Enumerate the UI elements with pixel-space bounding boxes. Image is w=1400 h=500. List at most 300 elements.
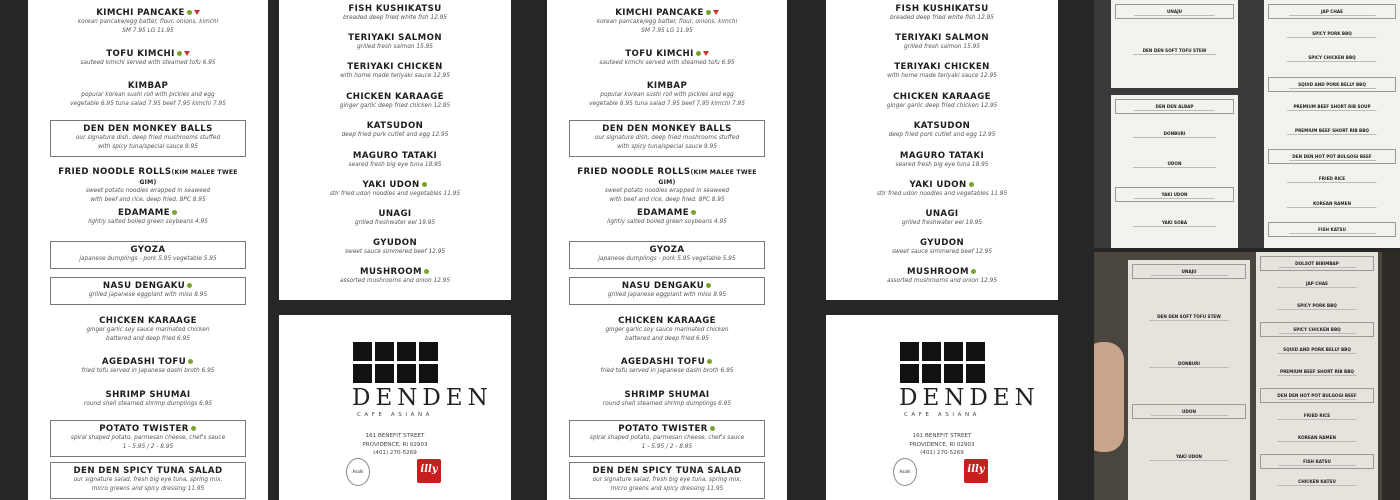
brand-name: DENDEN <box>899 385 1040 411</box>
menu-item-name: DEN DEN MONKEY BALLS <box>602 124 732 134</box>
menu-item-name: KIMCHI PANCAKE <box>50 8 246 18</box>
mini-menu-item-description-line <box>1268 60 1396 63</box>
mini-menu-item <box>1115 158 1234 169</box>
menu-item-description: seared fresh big eye tuna 18.95 <box>348 162 442 168</box>
menu-item-description: our signature dish, deep fried mushrooms stuffed <box>594 135 740 141</box>
appetizer-column-copy <box>569 0 765 500</box>
menu-item-description: round shell steamed shrimp dumplings 6.95 <box>83 401 213 407</box>
mini-menu-item-name: DEN DEN HOT POT BULGOGI BEEF <box>1277 393 1357 398</box>
menu-item-description: with spicy tuna/special sauce 9.95 <box>617 143 717 150</box>
mini-menu-item-name: DONBURI <box>1163 131 1186 137</box>
mini-menu-item-name: DONBURI <box>1178 360 1200 366</box>
mini-menu-item-description-line <box>1117 109 1232 112</box>
mini-menu-item-name: SPICY CHICKEN BBQ <box>1293 327 1341 332</box>
mini-menu-item-description-line <box>1270 159 1394 162</box>
spicy-icon <box>713 10 719 15</box>
menu-item-name: CHICKEN KARAAGE <box>346 92 444 102</box>
mini-menu-item <box>1268 222 1396 237</box>
menu-item-description: seared fresh big eye tuna 18.95 <box>895 162 989 168</box>
mini-menu-item <box>1260 300 1374 311</box>
menu-page-left-copy <box>547 0 787 500</box>
thumb-sheet-right <box>1264 0 1400 248</box>
address-phone: (401) 270-5269 <box>373 450 417 457</box>
menu-item <box>569 167 765 205</box>
menu-item-name: NASU DENGAKU <box>574 281 760 291</box>
menu-item-name: SHRIMP SHUMAI <box>105 390 191 400</box>
menu-item-description: grilled fresh salmon 15.95 <box>904 44 980 50</box>
menu-item <box>50 241 246 269</box>
mini-menu-item-name: SQUID AND PORK BELLY BBQ <box>1283 347 1351 352</box>
menu-item <box>569 8 765 36</box>
menu-item-name: MAGURO TATAKI <box>899 151 985 161</box>
mini-menu-item <box>1115 4 1234 19</box>
menu-item-description: spiral shaped potato, parmesan cheese, chef's sauce <box>589 435 745 441</box>
menu-item-name: TERIYAKI CHICKEN <box>894 62 990 72</box>
menu-item-description: ginger garlic deep fried chicken 12.95 <box>339 103 451 109</box>
vegetarian-icon <box>191 426 196 431</box>
menu-item <box>842 238 1042 257</box>
menu-item-description: our signature dish, deep fried mushrooms stuffed <box>75 135 221 141</box>
menu-item-name: GYUDON <box>919 238 965 248</box>
menu-item <box>569 462 765 499</box>
mini-menu-item <box>1260 432 1374 443</box>
menu-item-description: grilled fresh salmon 15.95 <box>357 44 433 50</box>
mini-menu-item-name: PREMIUM BEEF SHORT RIB SOUP <box>1293 103 1371 109</box>
mini-menu-item-description-line <box>1117 14 1232 17</box>
mini-menu-item-name: KOREAN RAMEN <box>1313 200 1351 206</box>
mini-menu-item <box>1268 198 1396 209</box>
mini-menu-item <box>1268 101 1396 112</box>
menu-item <box>842 151 1042 170</box>
thumb-sheet-left-top <box>1111 0 1238 88</box>
vegetarian-icon <box>691 210 696 215</box>
menu-item <box>50 208 246 227</box>
menu-item <box>842 4 1042 23</box>
mini-menu-item-name: PREMIUM BEEF SHORT RIB BBQ <box>1280 369 1354 374</box>
menu-item-description: 1 - 5.95 / 2 - 8.95 <box>641 443 693 450</box>
mini-menu-item-description-line <box>1115 136 1234 139</box>
menu-item <box>842 121 1042 140</box>
spicy-icon <box>194 10 200 15</box>
mini-menu-item-name: YAKI SOBA <box>1161 219 1188 225</box>
illy-logo-icon: illy <box>417 459 441 483</box>
mini-menu-item-name: DEN DEN SOFT TOFU STEW <box>1157 313 1221 319</box>
menu-item-description: deep fried pork cutlet and egg 12.95 <box>341 132 449 138</box>
mini-menu-item-description-line <box>1262 398 1372 401</box>
menu-item-description: fried tofu served in Japanese dashi broth 6.95 <box>600 368 734 374</box>
mini-menu-item-name: DEN DEN ALBAP <box>1155 104 1194 109</box>
mini-menu-item-description-line <box>1268 181 1396 184</box>
mini-menu-item <box>1260 344 1374 355</box>
menu-item-description: popular korean sushi roll with pickles and egg <box>81 92 215 98</box>
vegetarian-icon <box>706 10 711 15</box>
menu-item-name: KIMCHI PANCAKE <box>569 8 765 18</box>
address-street: 161 BENEFIT STREET <box>912 433 972 439</box>
menu-item-description: korean pancake/egg batter, flour, onions, kimchi <box>596 19 738 25</box>
menu-item <box>50 49 246 68</box>
menu-item-name: UNAGI <box>925 209 959 219</box>
mini-menu-item <box>1260 410 1374 421</box>
hand-icon <box>1094 342 1124 452</box>
menu-item-description: with spicy tuna/special sauce 9.95 <box>98 143 198 150</box>
mini-menu-item-name: PREMIUM BEEF SHORT RIB BBQ <box>1295 128 1369 133</box>
menu-item <box>50 120 246 157</box>
mini-menu-item <box>1132 264 1246 279</box>
appetizer-column <box>50 0 246 500</box>
menu-item-description: korean pancake/egg batter, flour, onions, kimchi <box>77 19 219 25</box>
mini-menu-item <box>1115 99 1234 114</box>
menu-item-description: sweet potato noodles wrapped in seaweed <box>604 188 730 194</box>
menu-item-name: GYOZA <box>649 245 685 255</box>
menu-item <box>50 167 246 205</box>
menu-item-description: spiral shaped potato, parmesan cheese, chef's sauce <box>70 435 226 441</box>
mini-menu-item-name: KOREAN RAMEN <box>1298 435 1336 440</box>
menu-item-name: DEN DEN SPICY TUNA SALAD <box>73 466 223 476</box>
menu-item-name: MAGURO TATAKI <box>352 151 438 161</box>
mini-menu-item-name: JAP CHAE <box>1305 281 1328 286</box>
mini-menu-item <box>1268 173 1396 184</box>
mini-menu-item-name: DEN DEN HOT POT BULGOGI BEEF <box>1292 154 1372 160</box>
menu-item-description: ginger garlic soy sauce marinated chicken <box>605 327 729 333</box>
menu-item <box>842 33 1042 52</box>
mini-menu-item-description-line <box>1268 206 1396 209</box>
menu-item <box>569 390 765 409</box>
menu-item-name: UNAGI <box>378 209 412 219</box>
menu-item-name: CHICKEN KARAAGE <box>618 316 716 326</box>
mini-menu-item <box>1268 28 1396 39</box>
menu-item <box>295 4 495 23</box>
mini-menu-item-description-line <box>1115 53 1234 56</box>
menu-item <box>295 92 495 111</box>
address <box>352 432 438 458</box>
menu-item-description: micro greens and spicy dressing 11.95 <box>91 485 205 492</box>
vegetarian-icon <box>969 182 974 187</box>
menu-item-description: our signature salad, fresh big eye tuna, spring mix, <box>73 477 223 483</box>
mini-menu-item-description-line <box>1260 286 1374 289</box>
mini-menu-item <box>1115 128 1234 139</box>
entree-column-copy <box>842 0 1042 300</box>
menu-item-description: ginger garlic soy sauce marinated chicken <box>86 327 210 333</box>
mini-menu-item <box>1268 77 1396 92</box>
menu-item <box>295 121 495 140</box>
menu-item <box>569 316 765 344</box>
mini-menu-item-description-line <box>1134 274 1244 277</box>
menu-item-description: vegetable 6.95 tuna salad 7.95 beef 7.95 kimchi 7.95 <box>589 100 745 107</box>
mini-menu-item-description-line <box>1270 14 1394 17</box>
menu-item-name: AGEDASHI TOFU <box>50 357 246 367</box>
mini-menu-item-description-line <box>1115 166 1234 169</box>
mini-menu-item-description-line <box>1115 225 1234 228</box>
menu-item <box>295 33 495 52</box>
menu-item <box>569 49 765 68</box>
mini-menu-item <box>1115 187 1234 202</box>
address <box>899 432 985 458</box>
menu-item <box>50 357 246 376</box>
menu-item-description: japanese dumplings - pork 5.95 vegetable 5.95 <box>79 256 217 262</box>
mini-menu-item-name: FISH KATSU <box>1318 226 1346 232</box>
mini-menu-item <box>1260 322 1374 337</box>
menu-item <box>569 277 765 305</box>
asahi-logo-icon: Asahi <box>346 458 370 486</box>
menu-item-name: DEN DEN MONKEY BALLS <box>83 124 213 134</box>
mini-menu-item-name: UNAJU <box>1166 9 1183 14</box>
menu-item <box>569 420 765 457</box>
menu-item-description: assorted mushrooms and onion 12.95 <box>886 278 998 284</box>
vegetarian-icon <box>177 51 182 56</box>
menu-item-description: lightly salted boiled green soybeans 4.95 <box>607 219 727 225</box>
brand-panel <box>279 315 511 500</box>
menu-item <box>569 81 765 109</box>
menu-item-name: KATSUDON <box>366 121 424 131</box>
menu-item-name: POTATO TWISTER <box>574 424 760 434</box>
address-street: 161 BENEFIT STREET <box>365 433 425 439</box>
menu-item-description: stir fried udon noodles and vegetables 11.95 <box>329 191 461 197</box>
vegetarian-icon <box>188 359 193 364</box>
mini-menu-item <box>1268 149 1396 164</box>
menu-page-entrees <box>279 0 511 300</box>
menu-item <box>295 267 495 286</box>
mini-menu-item-name: JAP CHAE <box>1320 9 1343 14</box>
menu-item-name: KATSUDON <box>913 121 971 131</box>
menu-photo <box>1094 252 1400 500</box>
mini-menu-item-description-line <box>1132 366 1246 369</box>
brand-panel-copy <box>826 315 1058 500</box>
menu-item-description: round shell steamed shrimp dumplings 6.95 <box>602 401 732 407</box>
menu-item-description: SM 7.95 LG 11.95 <box>122 27 174 34</box>
mini-menu-item-description-line <box>1134 414 1244 417</box>
vegetarian-icon <box>706 283 711 288</box>
mini-menu-item <box>1132 358 1246 369</box>
menu-item <box>569 208 765 227</box>
spicy-icon <box>703 51 709 56</box>
address-phone: (401) 270-5269 <box>920 450 964 457</box>
vegetarian-icon <box>422 182 427 187</box>
menu-item-description: breaded deep fried white fish 12.95 <box>343 15 447 21</box>
thumb-sheet-left-bottom <box>1111 95 1238 248</box>
mini-menu-item-description-line <box>1268 133 1396 136</box>
mini-menu-item-name: UDON <box>1167 160 1182 166</box>
menu-item <box>295 151 495 170</box>
mini-menu-item-name: SPICY CHICKEN BBQ <box>1308 55 1356 61</box>
menu-item <box>842 267 1042 286</box>
vegetarian-icon <box>707 359 712 364</box>
asahi-logo-icon: Asahi <box>893 458 917 486</box>
menu-item-description: assorted mushrooms and onion 12.95 <box>339 278 451 284</box>
denden-logo-icon <box>353 342 438 383</box>
mini-menu-item-description-line <box>1262 464 1372 467</box>
menu-item-description: battered and deep fried 6.95 <box>106 335 190 342</box>
menu-item <box>842 92 1042 111</box>
mini-menu-item <box>1260 454 1374 469</box>
mini-menu-item <box>1268 4 1396 19</box>
menu-item <box>50 390 246 409</box>
mini-menu-item-description-line <box>1270 232 1394 235</box>
menu-item-name: FRIED NOODLE ROLLS(KIM MALEE TWEE GIM) <box>58 167 238 186</box>
menu-page-left <box>28 0 268 500</box>
menu-item-name: MUSHROOM <box>842 267 1042 277</box>
menu-item <box>569 357 765 376</box>
mini-menu-item-description-line <box>1132 319 1246 322</box>
menu-item-description: sweet potato noodles wrapped in seaweed <box>85 188 211 194</box>
menu-item-name: AGEDASHI TOFU <box>569 357 765 367</box>
menu-item-name: YAKI UDON <box>295 180 495 190</box>
mini-menu-item-name: UDON <box>1182 409 1196 415</box>
brand-block-copy <box>899 342 1040 458</box>
mini-menu-item-name: SQUID AND PORK BELLY BBQ <box>1298 81 1366 87</box>
menu-item-description: breaded deep fried white fish 12.95 <box>890 15 994 21</box>
menu-item-subname: (KIM MALEE TWEE GIM) <box>139 169 238 186</box>
menu-item-name: DEN DEN SPICY TUNA SALAD <box>592 466 742 476</box>
mini-menu-item <box>1260 388 1374 403</box>
mini-menu-item-name: FRIED RICE <box>1318 176 1346 182</box>
mini-menu-item-name: CHICKEN KATSU <box>1298 479 1336 484</box>
denden-logo-icon <box>900 342 985 383</box>
address-city: PROVIDENCE, RI 02903 <box>909 441 975 448</box>
menu-item <box>295 209 495 228</box>
menu-item-description: deep fried pork cutlet and egg 12.95 <box>888 132 996 138</box>
menu-item-name: EDAMAME <box>569 208 765 218</box>
menu-item <box>569 241 765 269</box>
address-city: PROVIDENCE, RI 02903 <box>362 441 428 448</box>
menu-item-name: CHICKEN KARAAGE <box>893 92 991 102</box>
mini-menu-item <box>1132 451 1246 462</box>
mini-menu-item-description-line <box>1270 87 1394 90</box>
mini-menu-item <box>1115 45 1234 56</box>
vegetarian-icon <box>172 210 177 215</box>
menu-item <box>295 62 495 81</box>
menu-item <box>569 120 765 157</box>
menu-item <box>50 420 246 457</box>
menu-item-description: stir fried udon noodles and vegetables 11.95 <box>876 191 1008 197</box>
mini-menu-item-name: YAKI UDON <box>1161 192 1188 198</box>
menu-item-name: POTATO TWISTER <box>55 424 241 434</box>
menu-item-description: sweet sauce simmered beef 12.95 <box>344 249 446 255</box>
mini-menu-item-description-line <box>1117 197 1232 200</box>
menu-item-name: EDAMAME <box>50 208 246 218</box>
mini-menu-item-description-line <box>1260 418 1374 421</box>
menu-item-description: with home made teriyaki sauce 12.95 <box>340 73 450 79</box>
mini-menu-item-description-line <box>1260 484 1374 487</box>
menu-item-name: TERIYAKI SALMON <box>895 33 989 43</box>
menu-item <box>50 316 246 344</box>
menu-thumbnail-top <box>1094 0 1400 248</box>
mini-menu-item-name: FISH KATSU <box>1303 459 1331 464</box>
mini-menu-item-name: SPICY PORK BBQ <box>1297 303 1337 308</box>
menu-item-description: lightly salted boiled green soybeans 4.95 <box>88 219 208 225</box>
brand-name: DENDEN <box>352 385 493 411</box>
menu-item-description: with beef and rice, deep fried. 8PC 8.95 <box>609 196 725 203</box>
mini-menu-item <box>1115 217 1234 228</box>
photo-sheet-left <box>1128 260 1250 500</box>
mini-menu-item-name: SPICY PORK BBQ <box>1312 31 1352 37</box>
vegetarian-icon <box>187 283 192 288</box>
menu-item-name: FISH KUSHIKATSU <box>348 4 442 14</box>
menu-item <box>295 180 495 199</box>
menu-item-name: TERIYAKI CHICKEN <box>347 62 443 72</box>
menu-item <box>50 277 246 305</box>
vegetarian-icon <box>696 51 701 56</box>
mini-menu-item-name: UNAJU <box>1181 269 1197 274</box>
menu-item-name: FISH KUSHIKATSU <box>895 4 989 14</box>
menu-item-description: sweet sauce simmered beef 12.95 <box>891 249 993 255</box>
menu-item-description: with beef and rice, deep fried. 8PC 8.95 <box>90 196 206 203</box>
mini-menu-item-name: YAKI UDON <box>1175 454 1203 460</box>
mini-menu-item-description-line <box>1260 440 1374 443</box>
mini-menu-item-description-line <box>1260 374 1374 377</box>
mini-menu-item-description-line <box>1262 332 1372 335</box>
menu-item-description: fried tofu served in Japanese dashi broth 6.95 <box>81 368 215 374</box>
mini-menu-item-description-line <box>1268 109 1396 112</box>
menu-item-description: grilled japanese eggplant with miso 8.95 <box>88 292 208 298</box>
menu-item-name: NASU DENGAKU <box>55 281 241 291</box>
mini-menu-item <box>1268 52 1396 63</box>
mini-menu-item <box>1132 404 1246 419</box>
menu-item-description: our signature salad, fresh big eye tuna, spring mix, <box>592 477 742 483</box>
menu-item-name: MUSHROOM <box>295 267 495 277</box>
menu-item <box>842 62 1042 81</box>
vegetarian-icon <box>187 10 192 15</box>
mini-menu-item <box>1268 125 1396 136</box>
mini-menu-item <box>1132 311 1246 322</box>
mini-menu-item-description-line <box>1268 36 1396 39</box>
menu-item-name: SHRIMP SHUMAI <box>624 390 710 400</box>
menu-item-name: YAKI UDON <box>842 180 1042 190</box>
mini-menu-item <box>1260 366 1374 377</box>
mini-menu-item-description-line <box>1260 352 1374 355</box>
mini-menu-item-name: DOLSOT BIBIMBAP <box>1295 261 1339 266</box>
menu-item-name: TOFU KIMCHI <box>569 49 765 59</box>
menu-item-description: SM 7.95 LG 11.95 <box>641 27 693 34</box>
menu-item-name: GYUDON <box>372 238 418 248</box>
menu-item-description: vegetable 6.95 tuna salad 7.95 beef 7.95 kimchi 7.95 <box>70 100 226 107</box>
brand-tagline: CAFE ASIANA <box>903 412 981 418</box>
menu-item-name: GYOZA <box>130 245 166 255</box>
menu-item-description: ginger garlic deep fried chicken 12.95 <box>886 103 998 109</box>
menu-item-description: japanese dumplings - pork 5.95 vegetable 5.95 <box>598 256 736 262</box>
menu-item-description: grilled freshwater eel 19.95 <box>354 220 436 226</box>
mini-menu-item-description-line <box>1262 266 1372 269</box>
menu-item-name: KIMBAP <box>127 81 169 91</box>
mini-menu-item-description-line <box>1260 308 1374 311</box>
menu-item-name: KIMBAP <box>646 81 688 91</box>
mini-menu-item <box>1260 256 1374 271</box>
menu-item <box>50 462 246 499</box>
mini-menu-item-name: FRIED RICE <box>1303 413 1331 418</box>
menu-item <box>295 238 495 257</box>
photo-sheet-right <box>1256 252 1378 500</box>
spicy-icon <box>184 51 190 56</box>
menu-item-description: popular korean sushi roll with pickles and egg <box>600 92 734 98</box>
menu-item-description: 1 - 5.95 / 2 - 8.95 <box>122 443 174 450</box>
mini-menu-item-name: DEN DEN SOFT TOFU STEW <box>1142 48 1207 53</box>
mini-menu-item <box>1260 476 1374 487</box>
brand-tagline: CAFE ASIANA <box>356 412 434 418</box>
mini-menu-item-description-line <box>1132 459 1246 462</box>
vegetarian-icon <box>710 426 715 431</box>
menu-item <box>842 209 1042 228</box>
mini-menu-item <box>1260 278 1374 289</box>
menu-page-entrees-copy <box>826 0 1058 300</box>
menu-item-name: FRIED NOODLE ROLLS(KIM MALEE TWEE GIM) <box>577 167 757 186</box>
menu-item <box>842 180 1042 199</box>
menu-item-name: TERIYAKI SALMON <box>348 33 442 43</box>
vegetarian-icon <box>971 269 976 274</box>
entree-column <box>295 0 495 300</box>
menu-item-name: CHICKEN KARAAGE <box>99 316 197 326</box>
menu-item-description: grilled japanese eggplant with miso 8.95 <box>607 292 727 298</box>
photo-edge-shadow <box>1382 252 1400 500</box>
brand-block <box>352 342 493 458</box>
